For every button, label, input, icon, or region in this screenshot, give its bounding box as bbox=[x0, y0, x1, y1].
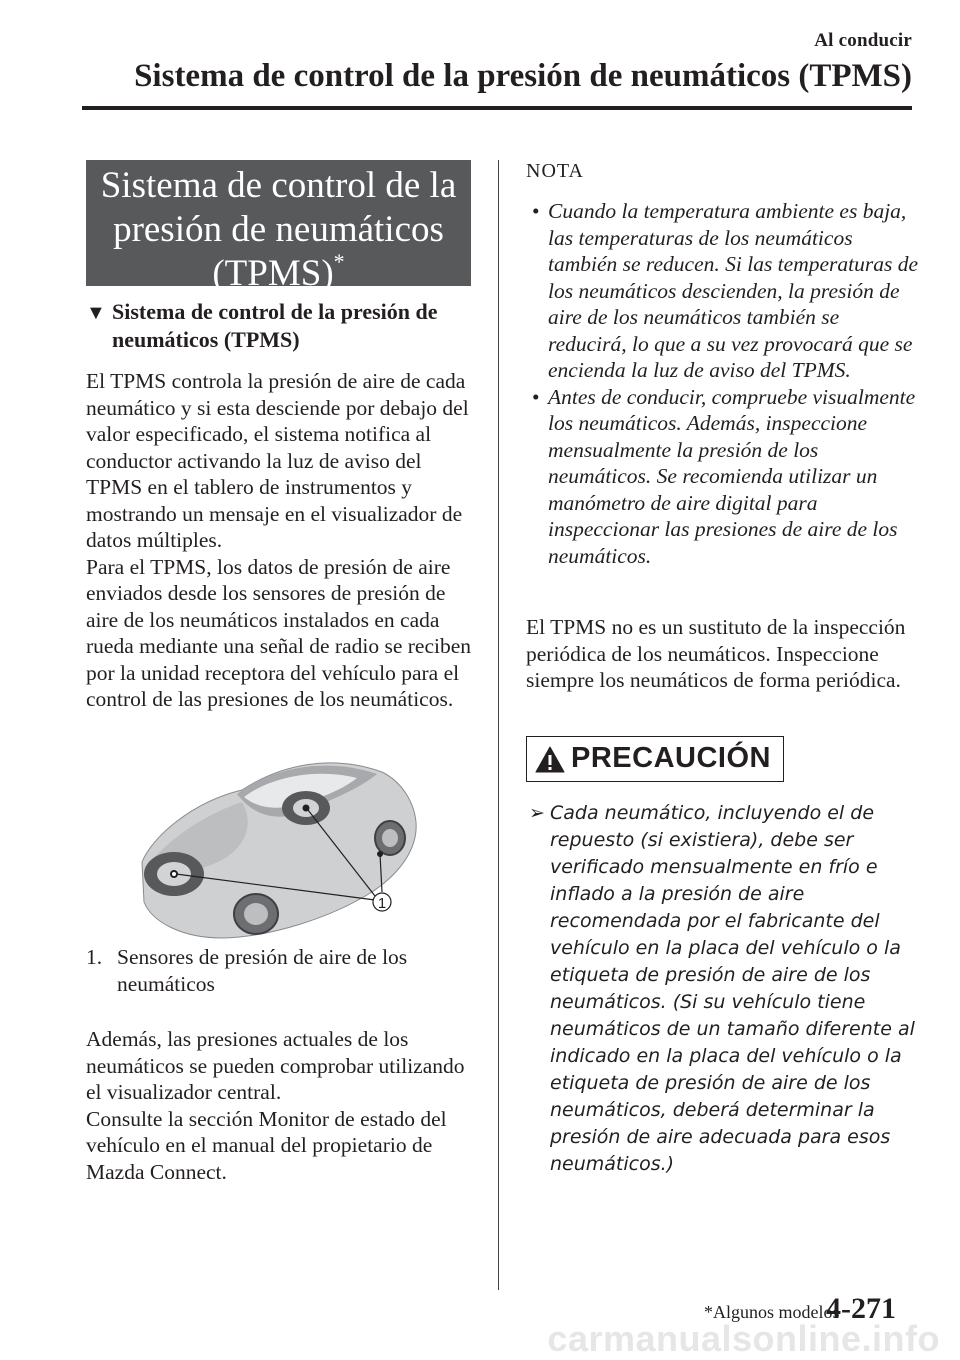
figure-legend-label: Sensores de presión de aire de los neumáticos bbox=[117, 945, 408, 996]
section-title-line-2: presión de neumáticos bbox=[113, 209, 444, 250]
body-paragraph-2 bbox=[86, 1026, 481, 1185]
header-title: Sistema de control de la presión de neumáticos (TPMS) bbox=[134, 58, 912, 94]
car-tpms-illustration bbox=[132, 742, 422, 942]
nota-item bbox=[526, 198, 921, 384]
subsection-title: Sistema de control de la presión de neumáticos (TPMS) bbox=[112, 299, 438, 352]
bullet-icon: • bbox=[532, 199, 540, 223]
nota-item bbox=[526, 384, 921, 570]
section-title-line-3 bbox=[86, 249, 471, 296]
figure-callout-label: 1 bbox=[377, 895, 387, 912]
body-paragraph-2a: Además, las presiones actuales de los neumáticos se pueden comprobar utilizando el visualizador central. bbox=[86, 1027, 465, 1104]
caution-box bbox=[526, 736, 784, 782]
page-number: 4-271 bbox=[826, 1292, 896, 1325]
footnote: *Algunos modelos bbox=[704, 1302, 840, 1322]
header-chapter: Al conducir bbox=[814, 30, 912, 51]
nota-list bbox=[526, 198, 921, 569]
caution-text bbox=[526, 800, 921, 1178]
caution-label: PRECAUCIÓN bbox=[571, 742, 771, 774]
watermark: carmanualsonline.info bbox=[547, 1318, 940, 1359]
body-paragraph-1b: Para el TPMS, los datos de presión de aire enviados desde los sensores de presión de aire de los neumáticos instalados en cada rueda mediante una señal de radio se reciben por la unidad receptora del vehículo para el control de las presiones de los neumáticos. bbox=[86, 554, 472, 711]
body-paragraph-1a: El TPMS controla la presión de aire de cada neumático y si esta desciende por debajo del valor especificado, el sistema notifica al conductor activando la luz de aviso del TPMS en el tablero de instrumentos y mostrando un mensaje en el visualizador de datos múltiples. bbox=[86, 369, 469, 552]
figure-legend bbox=[86, 944, 481, 997]
section-title-line-1: Sistema de control de la bbox=[100, 165, 457, 206]
body-paragraph-3: El TPMS no es un sustituto de la inspección periódica de los neumáticos. Inspeccione siempre los neumáticos de forma periódica. bbox=[526, 615, 906, 692]
body-paragraph-1 bbox=[86, 368, 481, 713]
bullet-icon: • bbox=[532, 384, 540, 409]
warning-triangle-icon bbox=[535, 746, 565, 773]
nota-item-text: Cuando la temperatura ambiente es baja, las temperaturas de los neumáticos también se reducen. Si las temperaturas de los neumáticos descienden, la presión de aire de los neumáticos también se reducirá, lo que a su vez provocará que se encienda la luz de aviso del TPMS. bbox=[548, 199, 919, 382]
subsection-heading bbox=[86, 298, 486, 354]
nota-heading: NOTA bbox=[526, 160, 584, 182]
caution-text-body: Cada neumático, incluyendo el de repuesto (si existiera), debe ser verificado mensualmente en frío e inflado a la presión de aire recomendada por el fabricante del vehículo en la placa del vehículo o la etiqueta de presión de aire de los neumáticos. (Si su vehículo tiene neumáticos de un tamaño diferente al indicado en la placa del vehículo o la etiqueta de presión de aire de los neumáticos, deberá determinar la presión de aire adecuada para esos neumáticos.) bbox=[550, 802, 915, 1175]
column-divider bbox=[498, 160, 499, 1290]
triangle-down-icon: ▼ bbox=[86, 302, 106, 324]
nota-item-text: Antes de conducir, compruebe visualmente los neumáticos. Además, inspeccione mensualmente la presión de los neumáticos. Se recomienda utilizar un manómetro de aire digital para inspeccionar las presiones de aire de los neumáticos. bbox=[548, 384, 916, 568]
section-title-line-3-text: (TPMS) bbox=[212, 253, 334, 294]
section-title-box bbox=[86, 160, 471, 294]
arrow-bullet-icon: ➢ bbox=[529, 802, 545, 824]
header-rule bbox=[82, 106, 912, 110]
body-paragraph-2b: Consulte la sección Monitor de estado del vehículo en el manual del propietario de Mazda Connect. bbox=[86, 1106, 447, 1184]
figure-legend-number: 1. bbox=[86, 945, 103, 969]
section-title-asterisk: * bbox=[333, 249, 345, 274]
